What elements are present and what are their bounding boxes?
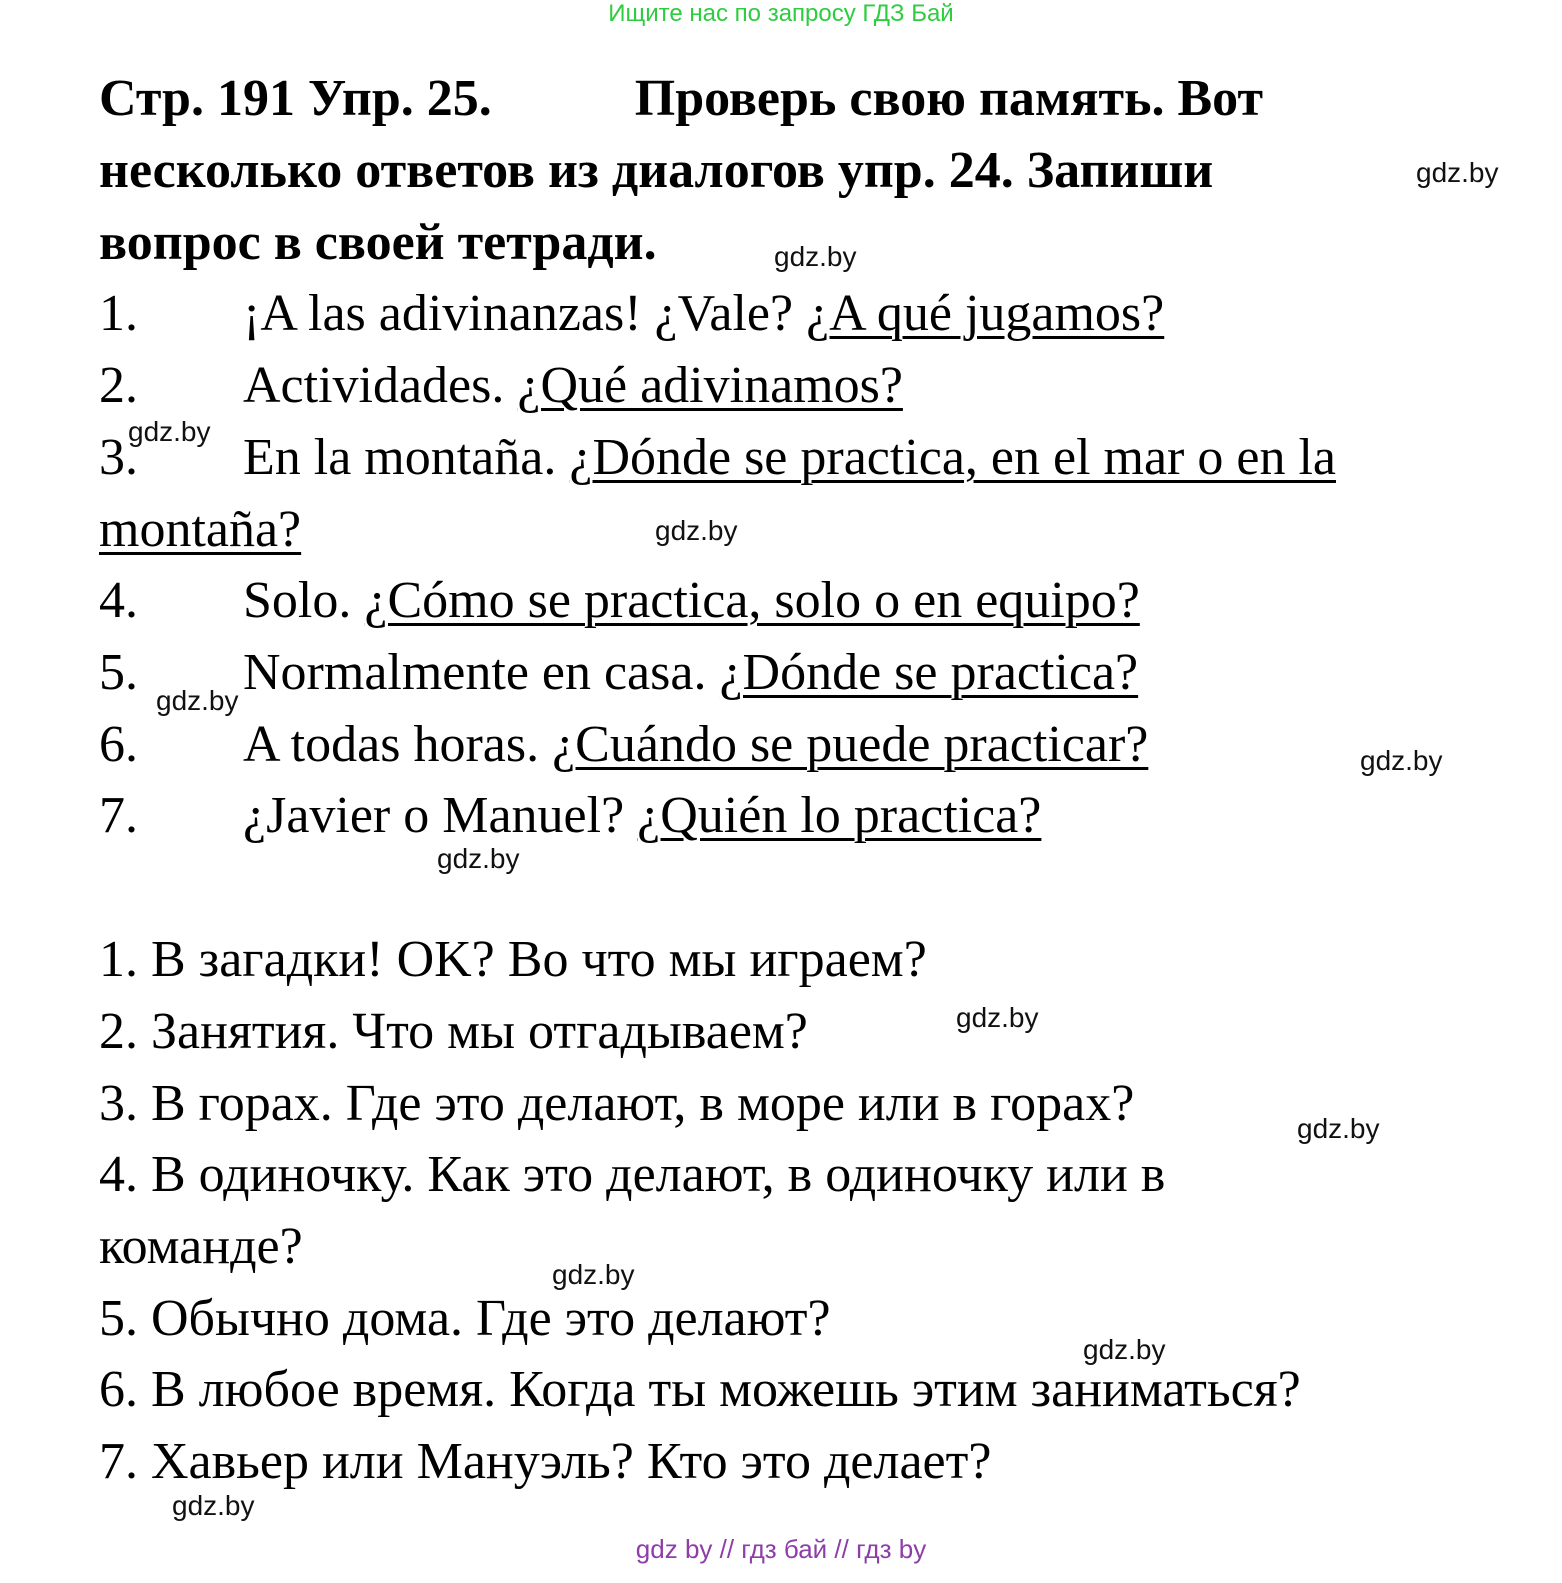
watermark: gdz.by xyxy=(1416,157,1499,188)
spanish-item-number: 6. xyxy=(99,716,138,773)
spanish-item-1: ¡A las adivinanzas! ¿Vale? ¿A qué jugamos? xyxy=(243,285,1165,342)
spanish-answer: ¿A qué jugamos? xyxy=(806,285,1165,342)
spanish-answer: ¿Qué adivinamos? xyxy=(517,357,903,414)
spanish-answer: ¿Cómo se practica, solo o en equipo? xyxy=(364,572,1140,629)
spanish-item-5: Normalmente en casa. ¿Dónde se practica? xyxy=(243,644,1139,701)
russian-line: 3. В горах. Где это делают, в море или в горах? xyxy=(99,1075,1135,1132)
heading-line-3: вопрос в своей тетради. xyxy=(99,214,657,271)
spanish-answer: ¿Dónde se practica, en el mar o en la xyxy=(569,429,1336,486)
heading-reference: Стр. 191 Упр. 25. xyxy=(99,70,492,127)
watermark: gdz.by xyxy=(1360,745,1443,776)
watermark: gdz.by xyxy=(774,241,857,272)
heading-instruction: Проверь свою память. Вот xyxy=(634,70,1264,127)
watermark: gdz.by xyxy=(437,843,520,874)
spanish-answer: ¿Quién lo practica? xyxy=(637,787,1042,844)
spanish-item-number: 3. xyxy=(99,429,138,486)
footer: gdz by // гдз бай // гдз by xyxy=(635,1534,927,1564)
watermark: gdz.by xyxy=(956,1002,1039,1033)
spanish-answer: ¿Cuándo se puede practicar? xyxy=(552,716,1149,773)
russian-line: команде? xyxy=(99,1218,303,1275)
spanish-item-number: 2. xyxy=(99,357,138,414)
spanish-item-2: Actividades. ¿Qué adivinamos? xyxy=(243,357,903,414)
watermark: gdz.by xyxy=(1297,1113,1380,1144)
russian-line: 2. Занятия. Что мы отгадываем? xyxy=(99,1003,808,1060)
watermark: gdz.by xyxy=(172,1490,255,1521)
heading-line-1 xyxy=(99,64,1263,134)
watermark: gdz.by xyxy=(655,515,738,546)
spanish-item-4: Solo. ¿Cómo se practica, solo o en equipo? xyxy=(243,572,1140,629)
watermark: gdz.by xyxy=(552,1259,635,1290)
watermark: gdz.by xyxy=(128,416,211,447)
spanish-item-3-continuation: montaña? xyxy=(99,501,302,558)
russian-line: 6. В любое время. Когда ты можешь этим заниматься? xyxy=(99,1361,1301,1418)
spanish-item-number: 4. xyxy=(99,572,138,629)
watermark: gdz.by xyxy=(1083,1334,1166,1365)
russian-line: 4. В одиночку. Как это делают, в одиночку или в xyxy=(99,1146,1166,1203)
russian-line: 1. В загадки! OK? Во что мы играем? xyxy=(99,931,927,988)
top-banner: Ищите нас по запросу ГДЗ Бай xyxy=(608,0,954,27)
spanish-item-number: 7. xyxy=(99,787,138,844)
spanish-item-7: ¿Javier o Manuel? ¿Quién lo practica? xyxy=(243,787,1042,844)
spanish-item-3: En la montaña. ¿Dónde se practica, en el mar o en la xyxy=(243,429,1336,486)
russian-line: 5. Обычно дома. Где это делают? xyxy=(99,1290,831,1347)
watermark: gdz.by xyxy=(156,685,239,716)
spanish-item-number: 1. xyxy=(99,285,138,342)
spanish-item-number: 5. xyxy=(99,644,138,701)
heading-line-2: несколько ответов из диалогов упр. 24. Запиши xyxy=(99,142,1214,199)
spanish-answer: ¿Dónde se practica? xyxy=(719,644,1139,701)
spanish-item-6: A todas horas. ¿Cuándo se puede practicar? xyxy=(243,716,1149,773)
russian-line: 7. Хавьер или Мануэль? Кто это делает? xyxy=(99,1433,992,1490)
